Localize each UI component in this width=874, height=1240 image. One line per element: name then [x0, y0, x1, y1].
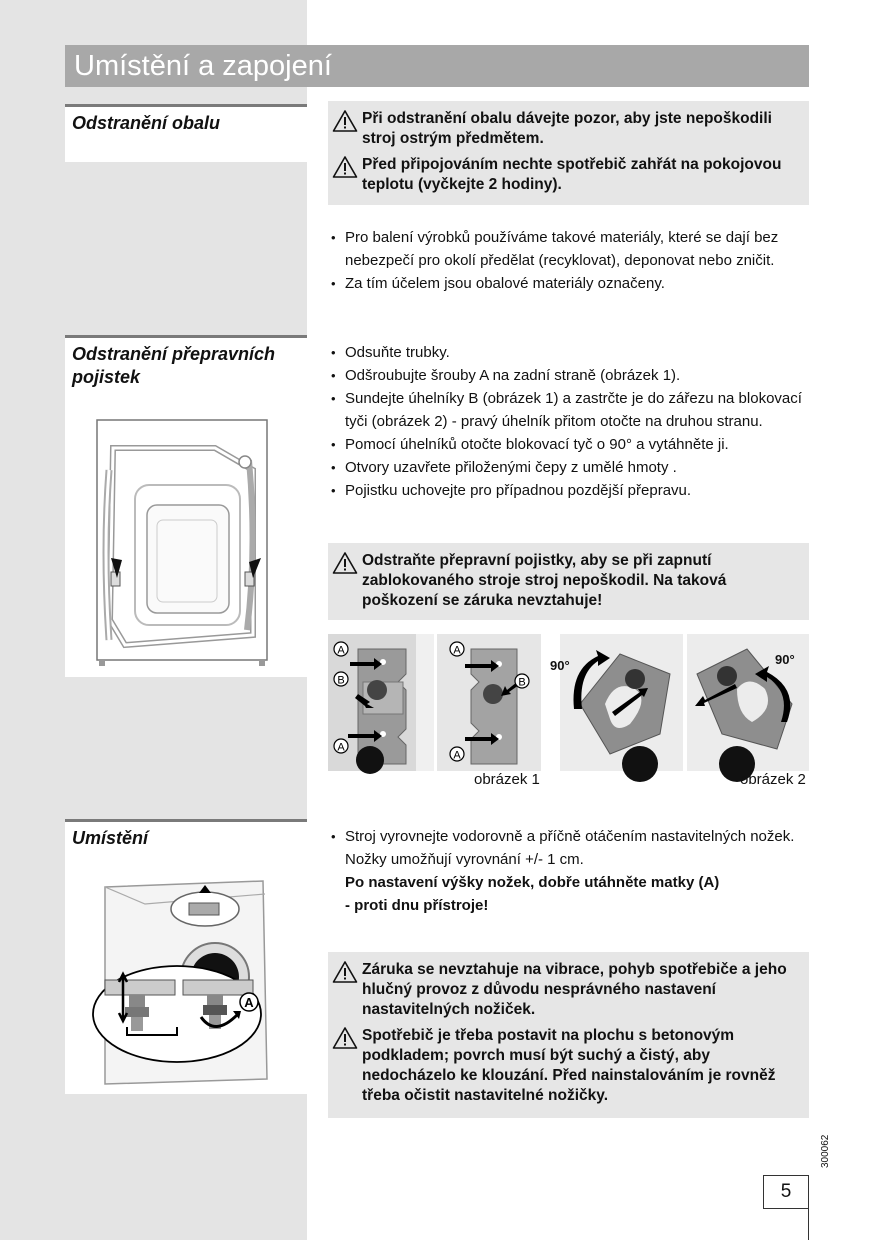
bullet-list-transport — [328, 341, 812, 502]
figure2-photo-right — [687, 634, 809, 771]
warning-box-placement — [328, 952, 809, 1118]
warning-triangle-icon — [332, 551, 358, 575]
section-title-unpacking — [65, 104, 307, 162]
warning-item — [332, 960, 801, 1020]
page-number-divider — [808, 1209, 809, 1240]
warning-item — [332, 155, 801, 195]
list-item: • Odsuňte trubky. — [328, 341, 812, 364]
label-a: A — [453, 749, 461, 762]
figure1-caption: obrázek 1 — [474, 771, 540, 788]
washer-back-illustration — [65, 410, 307, 677]
bullet-list-unpacking — [328, 226, 812, 295]
warning-item — [332, 109, 801, 149]
angle-label: 90° — [775, 652, 795, 667]
warning-triangle-icon — [332, 155, 358, 179]
list-item — [328, 825, 812, 917]
figure2-caption: obrázek 2 — [740, 771, 806, 788]
section-title-placement — [65, 819, 307, 869]
page-title: Umístění a zapojení — [65, 45, 809, 87]
warning-item — [332, 551, 801, 611]
list-item: • Sundejte úhelníky B (obrázek 1) a zastrčte je do zářezu na blokovací tyči (obrázek 2) - pravý úhelník přitom otočte na druhou stranu. — [328, 387, 812, 433]
section-title-text: Odstranění obalu — [72, 113, 221, 133]
list-item: • Pro balení výrobků používáme takové materiály, které se dají bez nebezpečí pro okolí předělat (recyklovat), deponovat nebo zničit. — [328, 226, 812, 272]
list-item: • Za tím účelem jsou obalové materiály označeny. — [328, 272, 812, 295]
document-code: 300062 — [820, 1134, 831, 1168]
figure1-photo-left — [328, 634, 434, 771]
section-title-text: Umístění — [72, 828, 149, 848]
angle-label: 90° — [550, 658, 570, 673]
warning-box-unpacking — [328, 101, 809, 205]
warning-triangle-icon — [332, 109, 358, 133]
list-item: • Odšroubujte šrouby A na zadní straně (obrázek 1). — [328, 364, 812, 387]
list-item: • Pomocí úhelníků otočte blokovací tyč o 90° a vytáhněte ji. — [328, 433, 812, 456]
label-b: B — [337, 674, 345, 687]
label-b: B — [518, 676, 526, 689]
warning-text: Při odstranění obalu dávejte pozor, aby jste nepoškodili stroj ostrým předmětem. — [362, 110, 772, 147]
warning-text: Spotřebič je třeba postavit na plochu s betonovým podkladem; povrch musí být suchý a čistý, aby nedocházelo ke klouzání. Před nainstalováním je rovněž třeba očistit nastavitelné nožičky. — [362, 1027, 776, 1104]
placement-bold-line: - proti dnu přístroje! — [345, 897, 489, 914]
leveling-feet-illustration — [65, 869, 307, 1094]
warning-item — [332, 1026, 801, 1106]
warning-text: Odstraňte přepravní pojistky, aby se při zapnutí zablokovaného stroje stroj nepoškodil. Na taková poškození se záruka nevztahuje! — [362, 552, 727, 609]
label-a: A — [244, 995, 254, 1010]
warning-text: Záruka se nevztahuje na vibrace, pohyb spotřebiče a jeho hlučný provoz z důvodu nesprávného nastavení nastavitelných nožiček. — [362, 961, 787, 1018]
list-item: • Pojistku uchovejte pro případnou pozdější přepravu. — [328, 479, 812, 502]
section-title-text: Odstranění přepravních pojistek — [72, 344, 276, 387]
warning-text: Před připojováním nechte spotřebič zahřát na pokojovou teplotu (vyčkejte 2 hodiny). — [362, 156, 782, 193]
warning-triangle-icon — [332, 1026, 358, 1050]
placement-bold-line: Po nastavení výšky nožek, dobře utáhněte matky (A) — [345, 874, 720, 891]
washer-back-drawing — [65, 410, 307, 677]
list-item: • Otvory uzavřete přiloženými čepy z umělé hmoty . — [328, 456, 812, 479]
warning-box-transport — [328, 543, 809, 620]
placement-text-line: • Stroj vyrovnejte vodorovně a příčně otáčením nastavitelných nožek. — [345, 828, 795, 845]
figure2-photo-left — [550, 634, 683, 771]
page-number: 5 — [763, 1175, 809, 1209]
section-title-transport — [65, 335, 307, 410]
label-a: A — [453, 644, 461, 657]
placement-text-line: Nožky umožňují vyrovnání +/- 1 cm. — [345, 851, 584, 868]
label-a: A — [337, 644, 345, 657]
label-a: A — [337, 741, 345, 754]
figure1-photo-right — [437, 634, 541, 771]
warning-triangle-icon — [332, 960, 358, 984]
placement-text — [328, 825, 812, 917]
leveling-feet-drawing — [65, 869, 307, 1094]
